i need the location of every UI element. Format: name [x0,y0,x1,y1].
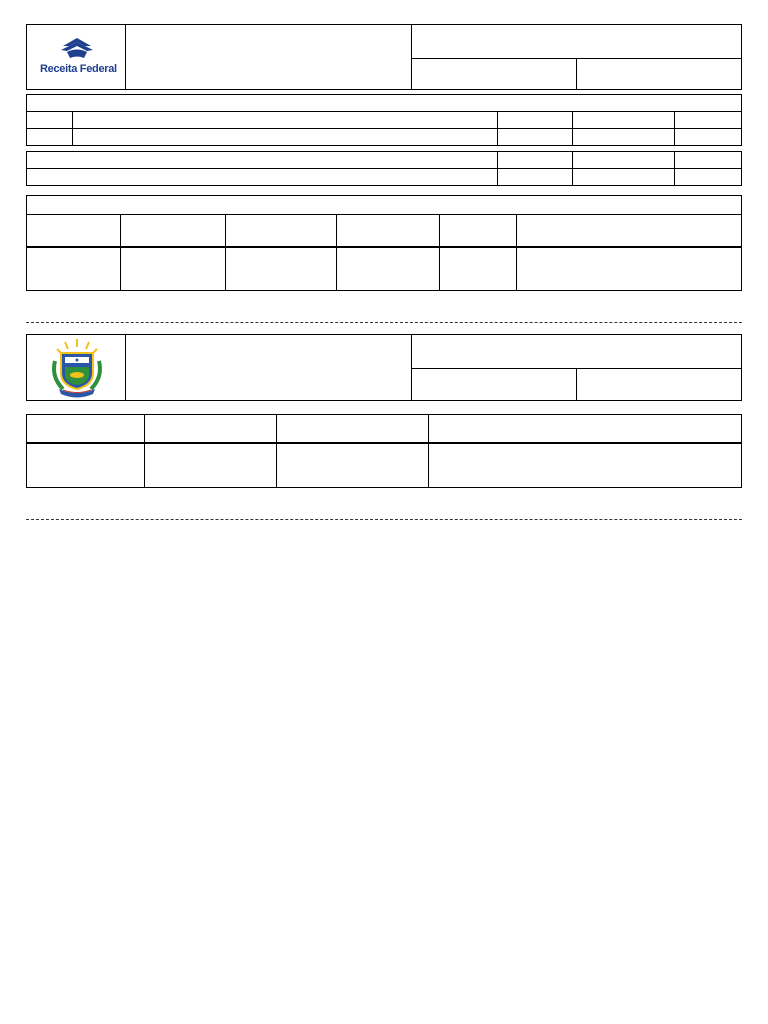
federal-header-right-bottom-right [576,58,742,90]
federal-values-header-divider [26,246,742,248]
federal-id-divider-4 [674,111,675,146]
state-values-col-2 [276,414,277,488]
state-header-right-bottom-left [411,368,577,401]
federal-detail-divider-2 [572,151,573,186]
state-header-right-top [411,334,742,369]
cut-line-1 [26,322,742,323]
state-coat-of-arms-icon [49,337,105,399]
federal-detail-row-2 [26,168,742,186]
federal-id-divider-3 [572,111,573,146]
state-values-header-divider [26,442,742,444]
federal-id-divider-1 [72,111,73,146]
federal-values-title-row [26,195,742,215]
federal-values-col-2 [225,214,226,291]
federal-values-col-1 [120,214,121,291]
state-values-table [26,414,742,488]
federal-detail-divider-1 [497,151,498,186]
state-header-right-bottom-right [576,368,742,401]
federal-title-cell [125,24,412,90]
cut-line-2 [26,519,742,520]
federal-id-row-2 [26,128,742,146]
federal-values-table [26,214,742,291]
receita-federal-emblem-icon [57,36,97,62]
federal-header-right-bottom-left [411,58,577,90]
federal-values-col-5 [516,214,517,291]
federal-values-col-3 [336,214,337,291]
federal-logo-cell [26,24,126,90]
federal-section-title-row [26,94,742,112]
state-values-col-1 [144,414,145,488]
federal-detail-row-1 [26,151,742,169]
federal-header-right-top [411,24,742,59]
federal-detail-divider-3 [674,151,675,186]
federal-values-col-4 [439,214,440,291]
federal-id-divider-2 [497,111,498,146]
state-logo-cell [26,334,126,401]
receita-federal-logo-text: Receita Federal [40,63,117,75]
state-title-cell [125,334,412,401]
state-values-col-3 [428,414,429,488]
federal-id-row-1 [26,111,742,129]
